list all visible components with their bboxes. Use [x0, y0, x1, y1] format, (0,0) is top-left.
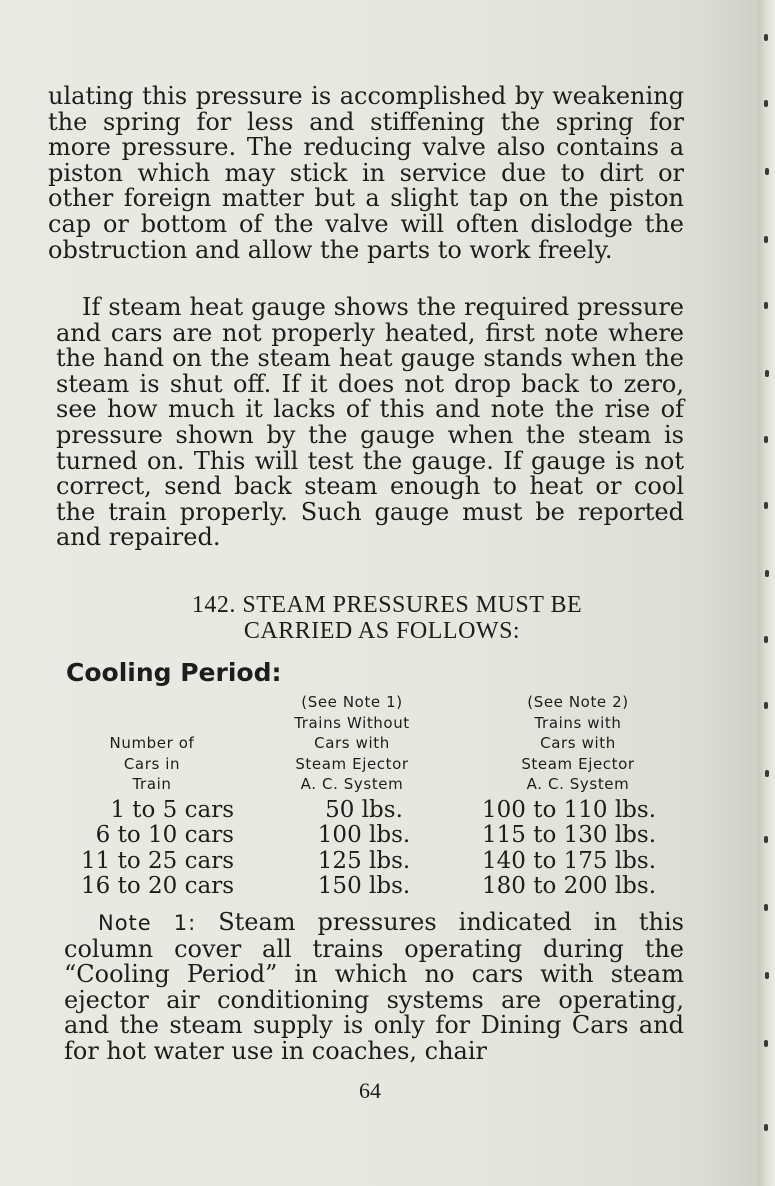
rule-heading-line-2: CARRIED AS FOLLOWS: — [243, 618, 521, 644]
edge-mark — [765, 972, 769, 979]
edge-mark — [765, 570, 769, 577]
cell-cars: 11 to 25 cars — [81, 847, 234, 874]
cell-without-ejector: 125 lbs. — [317, 847, 411, 874]
edge-mark — [764, 302, 768, 309]
edge-mark — [765, 770, 769, 777]
header-line: (See Note 1) — [301, 693, 403, 711]
column-header-without-ejector — [262, 692, 442, 795]
header-line: A. C. System — [526, 775, 630, 793]
header-line: Cars in — [123, 754, 181, 773]
edge-mark — [764, 636, 768, 643]
cell-without-ejector: 150 lbs. — [317, 873, 411, 900]
cell-with-ejector: 100 to 110 lbs. — [482, 797, 657, 823]
edge-mark — [764, 502, 768, 509]
cell-cars: 16 to 20 cars — [81, 873, 234, 900]
cell-cars: 6 to 10 cars — [95, 822, 234, 849]
column-header-cars — [72, 733, 232, 795]
edge-mark — [764, 436, 768, 443]
header-line: Cars with — [540, 734, 616, 752]
cell-with-ejector: 115 to 130 lbs. — [482, 822, 657, 849]
page-edge — [758, 0, 775, 1186]
cell-cars: 1 to 5 cars — [110, 797, 234, 823]
edge-mark — [764, 1124, 768, 1131]
note-1-text: Steam pressures indicated in this column cover all trains operating during the “Cooling Period” in which no cars with steam ejector air conditioning systems are operating, and the steam supply is only for Dining Cars and for hot water use in coaches, chair — [64, 908, 684, 1065]
edge-mark — [764, 1040, 768, 1047]
header-line: Trains Without — [294, 713, 410, 732]
page-number: 64 — [359, 1078, 381, 1103]
header-line: Cars with — [314, 734, 390, 752]
note-1-label: Note 1: — [98, 911, 197, 935]
note-1 — [64, 910, 684, 1065]
header-line: (See Note 2) — [527, 693, 629, 711]
edge-mark — [764, 100, 768, 107]
edge-mark — [764, 702, 768, 709]
edge-mark — [764, 836, 768, 843]
rule-heading — [0, 592, 758, 644]
column-header-with-ejector — [488, 692, 668, 795]
cell-without-ejector: 50 lbs. — [325, 797, 403, 823]
edge-mark — [765, 168, 769, 175]
rule-heading-line-1: 142. STEAM PRESSURES MUST BE — [191, 592, 583, 618]
section-title: Cooling Period: — [66, 658, 282, 687]
header-line: Train — [132, 775, 172, 793]
header-line: Trains with — [534, 713, 622, 732]
edge-mark — [765, 370, 769, 377]
cell-without-ejector: 100 lbs. — [317, 822, 411, 849]
header-line: Number of — [109, 734, 195, 752]
body-paragraph-1: ulating this pressure is accomplished by weakening the spring for less and stiffening the spring for more pressure. The reducing valve also contains a piston which may stick in service due to dirt or other foreign matter but a slight tap on the piston cap or bottom of the valve will often dislodge the obstruction and allow the parts to work freely. — [48, 82, 684, 264]
edge-mark — [764, 904, 768, 911]
header-line: A. C. System — [300, 775, 404, 793]
body-paragraph-2: If steam heat gauge shows the required pressure and cars are not properly heated, first note where the hand on the steam heat gauge stands when the steam is shut off. If it does not drop back to zero, see how much it lacks of this and note the rise of pressure shown by the gauge when the steam is turned on. This will test the gauge. If gauge is not correct, send back steam enough to heat or cool the train properly. Such gauge must be reported and repaired. — [56, 293, 684, 552]
edge-mark — [764, 34, 768, 41]
cell-with-ejector: 140 to 175 lbs. — [482, 847, 657, 874]
header-line: Steam Ejector — [521, 754, 635, 773]
edge-mark — [764, 236, 768, 243]
header-line: Steam Ejector — [295, 754, 409, 773]
cell-with-ejector: 180 to 200 lbs. — [482, 873, 657, 900]
